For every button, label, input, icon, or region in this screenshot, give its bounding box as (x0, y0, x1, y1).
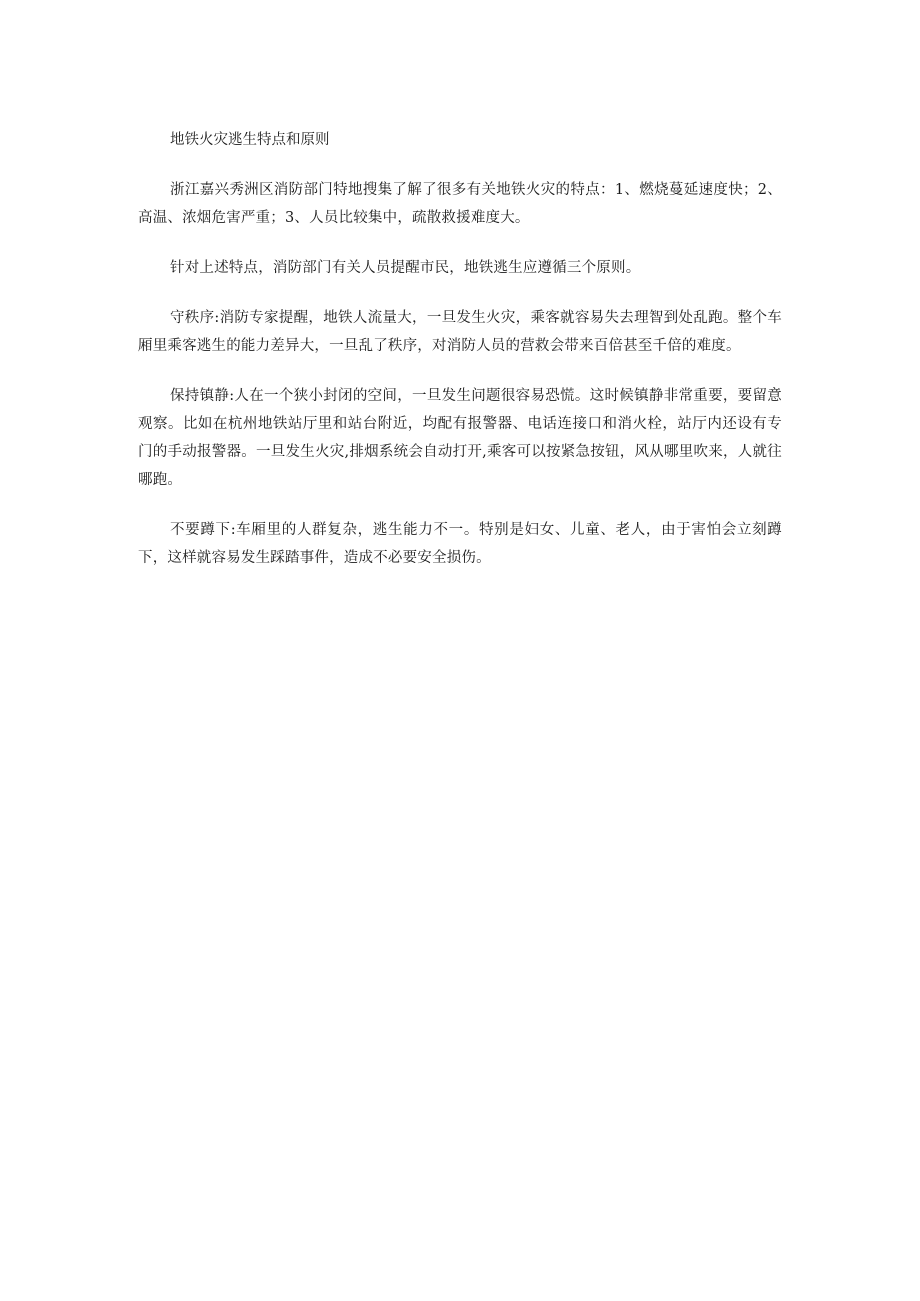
document-title: 地铁火灾逃生特点和原则 (170, 132, 330, 148)
paragraph-keep-order: 守秩序:消防专家提醒，地铁人流量大，一旦发生火灾，乘客就容易失去理智到处乱跑。整个车厢里乘客逃生的能力差异大，一旦乱了秩序，对消防人员的营救会带来百倍甚至千倍的难度。 (138, 310, 782, 354)
document-body (138, 126, 782, 572)
paragraph-fire-characteristics: 浙江嘉兴秀洲区消防部门特地搜集了解了很多有关地铁火灾的特点：1、燃烧蔓延速度快；2、高温、浓烟危害严重；3、人员比较集中，疏散救援难度大。 (138, 182, 782, 226)
paragraph-stay-calm: 保持镇静:人在一个狭小封闭的空间，一旦发生问题很容易恐慌。这时候镇静非常重要，要留意观察。比如在杭州地铁站厅里和站台附近，均配有报警器、电话连接口和消火栓，站厅内还设有专门的手动报警器。一旦发生火灾,排烟系统会自动打开,乘客可以按紧急按钮，风从哪里吹来，人就往哪跑。 (138, 388, 782, 488)
paragraph-three-principles-intro: 针对上述特点，消防部门有关人员提醒市民，地铁逃生应遵循三个原则。 (170, 260, 641, 276)
paragraph-do-not-crouch: 不要蹲下:车厢里的人群复杂，逃生能力不一。特别是妇女、儿童、老人，由于害怕会立刻蹲下，这样就容易发生踩踏事件，造成不必要安全损伤。 (138, 522, 782, 566)
